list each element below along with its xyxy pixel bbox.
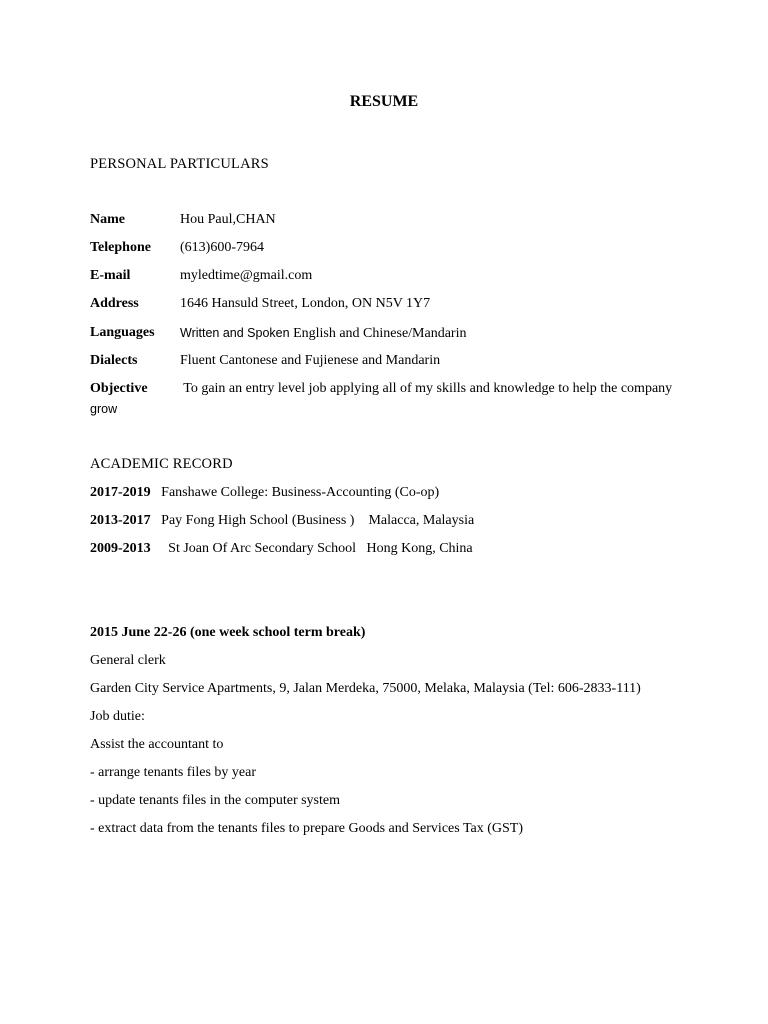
telephone-label: Telephone [90,240,151,255]
address-label: Address [90,296,139,311]
languages-text: English and Chinese/Mandarin [289,326,467,341]
dialects-value: Fluent Cantonese and Fujienese and Mandarin [180,353,441,368]
name-label: Name [90,212,125,227]
email-label: E-mail [90,268,131,283]
dialects-label: Dialects [90,353,138,368]
academic-row [90,539,473,559]
academic-years: 2009-2013 [90,541,151,556]
academic-detail: Fanshawe College: Business-Accounting (Co-op) [150,485,440,500]
resume-title: RESUME [349,93,419,110]
academic-record-heading: ACADEMIC RECORD [90,456,233,472]
experience-line: General clerk [90,653,166,668]
experience-heading: 2015 June 22-26 (one week school term break) [90,625,366,640]
languages-label: Languages [90,325,155,340]
telephone-value: (613)600-7964 [180,240,264,255]
name-value: Hou Paul,CHAN [180,212,276,227]
academic-years: 2017-2019 [90,485,151,500]
languages-value [180,323,466,344]
experience-line: Job dutie: [90,709,145,724]
experience-line: - update tenants files in the computer system [90,793,340,808]
experience-line: - arrange tenants files by year [90,765,256,780]
academic-detail: Pay Fong High School (Business ) Malacca, Malaysia [150,513,475,528]
academic-row [90,511,474,531]
objective-value: To gain an entry level job applying all of my skills and knowledge to help the company [180,381,673,396]
objective-label: Objective [90,381,148,396]
languages-prefix: Written and Spoken [180,326,290,340]
experience-line: Garden City Service Apartments, 9, Jalan Merdeka, 75000, Melaka, Malaysia (Tel: 606-2833-111) [90,681,641,696]
objective-continuation: grow [90,402,118,416]
personal-particulars-heading: PERSONAL PARTICULARS [90,156,269,172]
email-value: myledtime@gmail.com [180,268,313,283]
academic-detail: St Joan Of Arc Secondary School Hong Kong, China [150,541,473,556]
address-value: 1646 Hansuld Street, London, ON N5V 1Y7 [180,296,431,311]
experience-line: Assist the accountant to [90,737,224,752]
academic-years: 2013-2017 [90,513,151,528]
academic-row [90,483,439,503]
experience-line: - extract data from the tenants files to prepare Goods and Services Tax (GST) [90,821,524,836]
